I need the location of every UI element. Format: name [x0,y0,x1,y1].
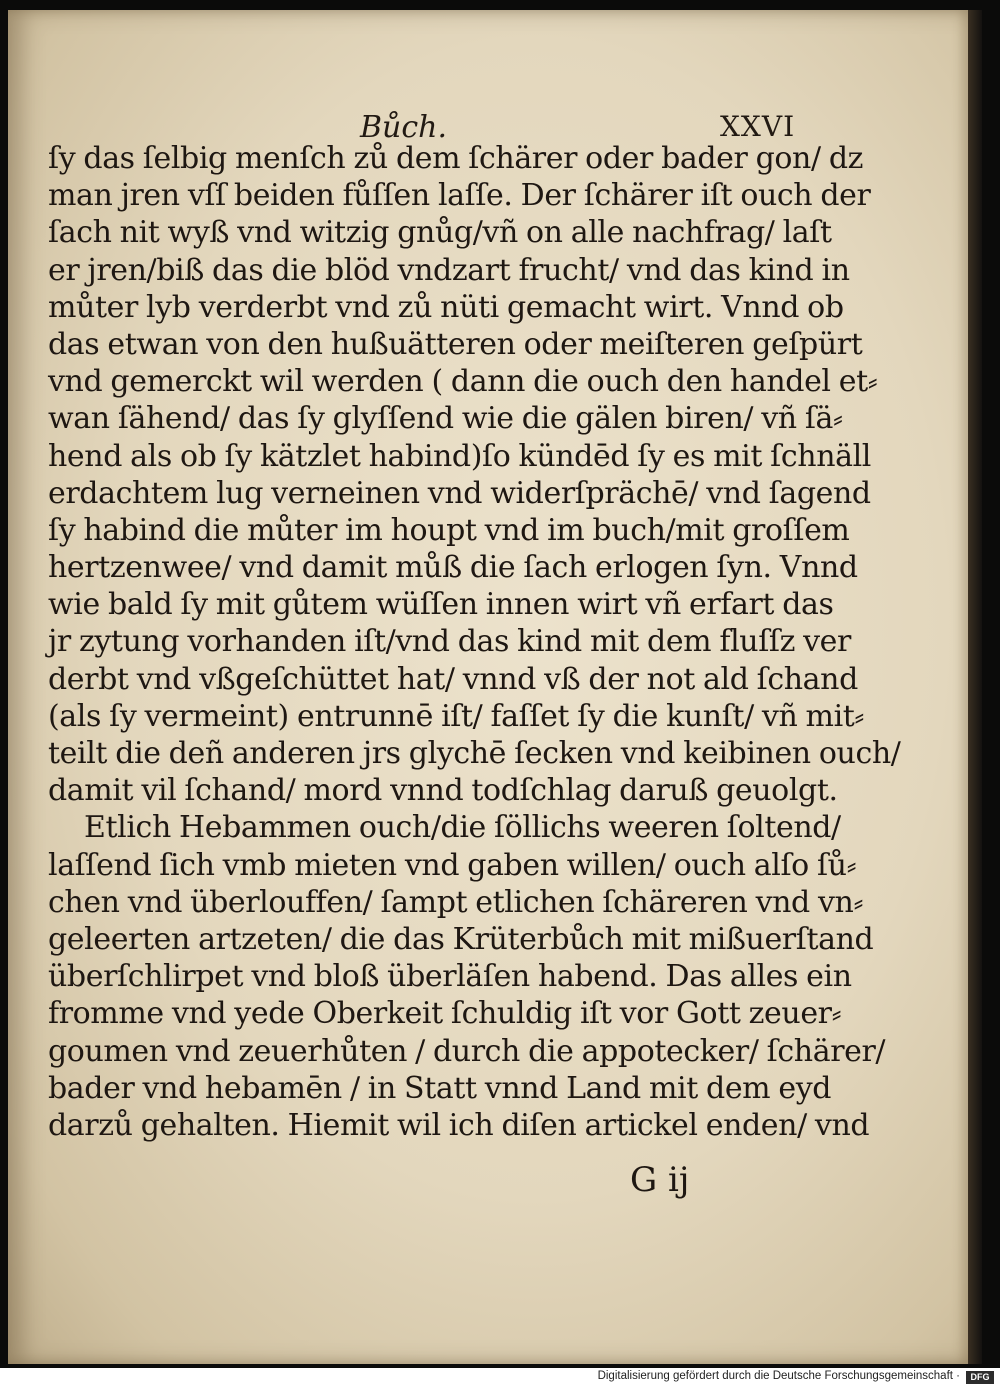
page-edge [968,10,982,1364]
funding-credit: Digitalisierung gefördert durch die Deutsche Forschungsgemeinschaft · [597,1370,960,1382]
text-line: ſy habind die můter im houpt vnd im buch/mit groſſem [48,512,850,548]
text-line: geleerten artzeten/ die das Krüterbůch mit mißuerſtand [48,921,874,957]
page-body-text [48,140,901,1144]
running-title: Bůch. [360,110,448,145]
text-line-paragraph-start: Etlich Hebammen ouch/die ſöllichs weeren ſoltend/ [84,810,841,846]
text-line: erdachtem lug verneinen vnd widerſprächē/ vnd ſagend [48,475,871,511]
text-line: derbt vnd vßgeſchüttet hat/ vnnd vß der not ald ſchand [48,661,858,697]
text-line: wan ſähend/ das ſy glyſſend wie die gälen biren/ vñ ſä⸗ [48,401,843,437]
text-line: fromme vnd yede Oberkeit ſchuldig iſt vor Gott zeuer⸗ [48,996,842,1032]
text-line: ſach nit wyß vnd witzig gnůg/vñ on alle nachfrag/ laſt [48,215,832,251]
text-line: laſſend ſich vmb mieten vnd gaben willen/ ouch alſo ſů⸗ [48,847,857,883]
text-line: bader vnd hebamēn / in Statt vnnd Land mit dem eyd [48,1070,832,1106]
text-line: goumen vnd zeuerhůten / durch die appotecker/ ſchärer/ [48,1033,886,1069]
text-line: vnd gemerckt wil werden ( dann die ouch den handel et⸗ [48,364,878,400]
text-line: ſy das ſelbig menſch zů dem ſchärer oder bader gon/ dz [48,141,864,176]
text-line: (als ſy vermeint) entrunnē iſt/ faſſet ſy die kunſt/ vñ mit⸗ [48,698,865,734]
text-line: damit vil ſchand/ mord vnnd todſchlag daruß geuolgt. [48,773,838,809]
text-line: darzů gehalten. Hiemit wil ich diſen artickel enden/ vnd [48,1107,870,1143]
text-line: überſchlirpet vnd bloß überläſen habend. Das alles ein [48,959,852,995]
signature-mark: G ij [630,1160,690,1200]
text-line: hend als ob ſy kätzlet habind)ſo kündēd ſy es mit ſchnäll [48,438,871,474]
text-line: jr zytung vorhanden iſt/vnd das kind mit dem fluſſz ver [48,624,851,660]
text-line: můter lyb verderbt vnd zů nüti gemacht wirt. Vnnd ob [48,289,844,325]
book-page [8,10,968,1364]
footer-bar [0,1368,1000,1388]
text-line: wie bald ſy mit gůtem wüſſen innen wirt vñ erfart das [48,587,834,623]
text-line: chen vnd überlouffen/ ſampt etlichen ſchäreren vnd vn⸗ [48,884,864,920]
text-line: das etwan von den hußuätteren oder meiſteren geſpürt [48,326,863,362]
dfg-logo-icon: DFG [966,1371,994,1384]
text-line: teilt die deñ anderen jrs glychē ſecken vnd keibinen ouch/ [48,736,901,771]
folio-number: XXVI [720,110,796,143]
text-line: hertzenwee/ vnd damit můß die ſach erlogen ſyn. Vnnd [48,550,858,586]
text-line: er jren/biß das die blöd vndzart frucht/ vnd das kind in [48,252,850,288]
text-line: man jren vſſ beiden fůſſen laſſe. Der ſchärer iſt ouch der [48,178,871,214]
